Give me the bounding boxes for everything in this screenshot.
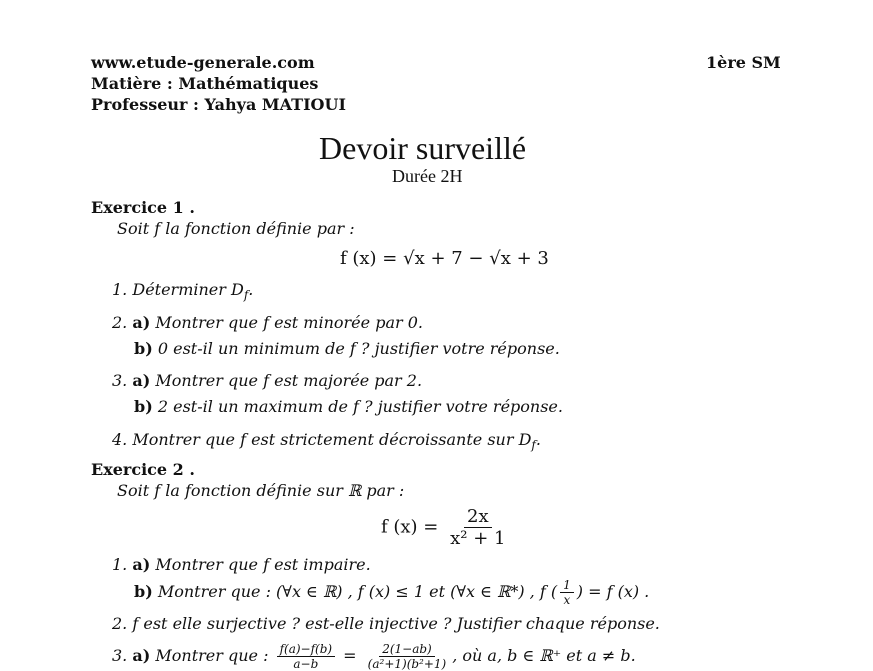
sub-label-a: a) <box>132 313 151 332</box>
subscript: f <box>531 438 536 453</box>
ex1-item-3b <box>134 397 563 416</box>
sub-label-a: a) <box>132 555 151 574</box>
fraction-denominator: x <box>563 593 571 607</box>
fraction-numerator: 1 <box>560 578 574 593</box>
item-text: 2 est-il un maximum de f ? justifier votre réponse. <box>157 397 563 416</box>
fraction-denominator: x² + 1 <box>450 528 506 549</box>
fraction-numerator: f(a)−f(b) <box>277 642 336 657</box>
sub-label-b: b) <box>134 339 153 358</box>
ex2-item-1a <box>112 555 371 574</box>
class-level: 1ère SM <box>706 53 781 72</box>
item-text: Montrer que f est impaire. <box>155 555 371 574</box>
formula-left: f (x) = <box>381 516 439 538</box>
formula-fraction <box>447 506 508 549</box>
item-text: Montrer que f est majorée par 2. <box>155 371 423 390</box>
item-number: 3. <box>112 646 128 665</box>
equals-sign: = <box>343 646 357 665</box>
fraction-2 <box>365 642 450 671</box>
ex1-item-4 <box>112 430 541 452</box>
item-number: 1. <box>112 280 128 299</box>
ex2-item-3a <box>112 642 636 671</box>
item-number: 1. <box>112 555 128 574</box>
item-text: f est elle surjective ? est-elle injective ? Justifier chaque réponse. <box>132 614 660 633</box>
fraction-numerator: 2(1−ab) <box>379 642 435 657</box>
exercise-2-heading: Exercice 2 . <box>91 460 195 479</box>
item-text: Montrer que f est strictement décroissante sur D <box>132 430 532 449</box>
exercise-2-intro: Soit f la fonction définie sur ℝ par : <box>117 481 405 500</box>
subject-line: Matière : Mathématiques <box>91 74 319 93</box>
exercise-1-heading: Exercice 1 . <box>91 198 195 217</box>
inline-fraction <box>560 578 574 607</box>
item-text: 0 est-il un minimum de f ? justifier votre réponse. <box>157 339 560 358</box>
exercise-2-formula <box>381 506 511 549</box>
page-title: Devoir surveillé <box>319 130 527 166</box>
item-number: 2. <box>112 313 128 332</box>
ex1-item-1 <box>112 280 253 302</box>
item-number: 4. <box>112 430 128 449</box>
ex2-item-2 <box>112 614 660 633</box>
sub-label-b: b) <box>134 397 153 416</box>
sub-label-a: a) <box>132 646 151 665</box>
exercise-1-formula: f (x) = √x + 7 − √x + 3 <box>340 248 549 269</box>
item-end: . <box>248 280 254 299</box>
item-end: . <box>535 430 541 449</box>
fraction-denominator: (a²+1)(b²+1) <box>367 657 447 671</box>
exercise-1-intro: Soit f la fonction définie par : <box>117 219 355 238</box>
item-text-part-2: , où a, b ∈ ℝ⁺ et a ≠ b. <box>452 646 636 665</box>
item-number: 2. <box>112 614 128 633</box>
website-url: www.etude-generale.com <box>91 53 315 72</box>
ex1-item-3a <box>112 371 422 390</box>
ex2-item-1b <box>134 578 649 607</box>
ex1-item-2b <box>134 339 560 358</box>
item-number: 3. <box>112 371 128 390</box>
ex1-item-2a <box>112 313 423 332</box>
item-text-part-2: ) = f (x) . <box>576 582 650 601</box>
fraction-denominator: a−b <box>293 657 319 671</box>
sub-label-b: b) <box>134 582 153 601</box>
fraction-numerator: 2x <box>464 506 492 528</box>
fraction-1 <box>277 642 336 671</box>
subscript: f <box>243 288 249 303</box>
item-text-part-1: Montrer que : <box>155 646 269 665</box>
sub-label-a: a) <box>132 371 151 390</box>
item-text: Montrer que f est minorée par 0. <box>155 313 423 332</box>
teacher-line: Professeur : Yahya MATIOUI <box>91 95 346 114</box>
item-text-part-1: Montrer que : (∀x ∈ ℝ) , f (x) ≤ 1 et (∀x ∈ ℝ*) , f ( <box>157 582 558 601</box>
item-text: Déterminer D <box>132 280 244 299</box>
duration: Durée 2H <box>392 166 463 186</box>
